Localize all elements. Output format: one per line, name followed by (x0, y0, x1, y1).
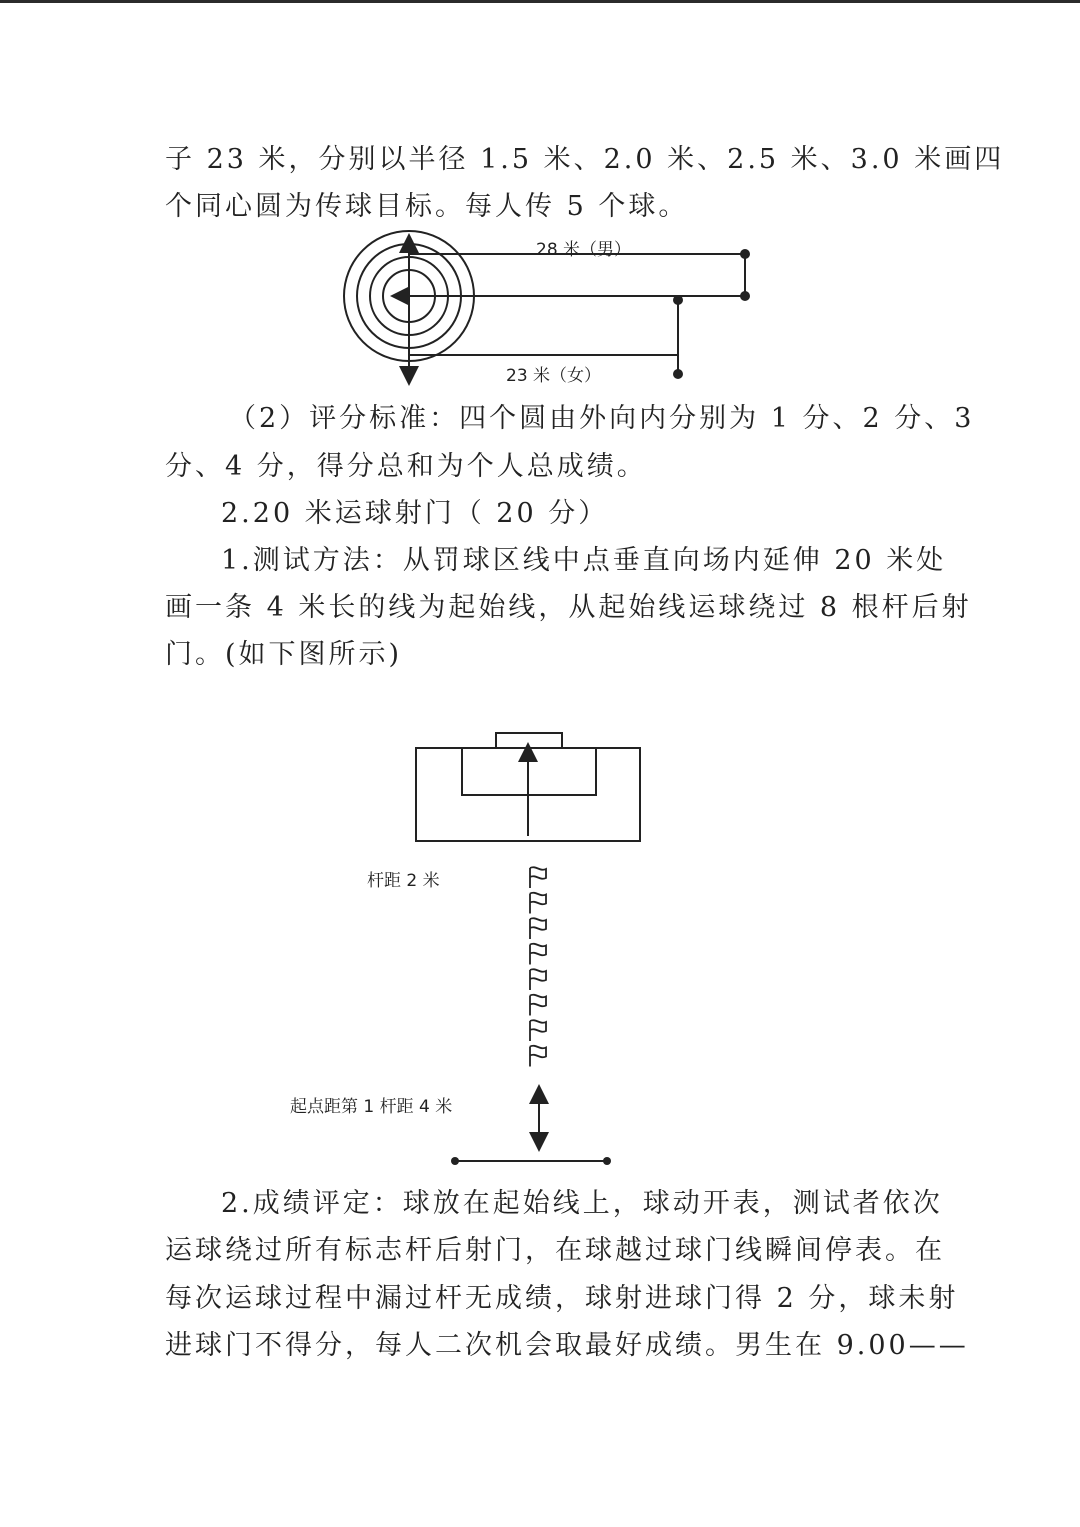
flag-pole (530, 995, 546, 1016)
section-heading: 2.20 米运球射门（ 20 分） (221, 498, 609, 529)
paragraph-line: 运球绕过所有标志杆后射门，在球越过球门线瞬间停表。在 (165, 1235, 945, 1266)
paragraph-line: 门。(如下图所示) (165, 639, 403, 670)
flag-pole (530, 1020, 546, 1041)
pole-spacing-label: 杆距 2 米 (367, 871, 440, 891)
flag-pole (530, 893, 546, 914)
flag-pole (530, 944, 546, 965)
flag-pole (530, 867, 546, 888)
paragraph-line: 个同心圆为传球目标。每人传 5 个球。 (165, 191, 689, 222)
paragraph-line: 子 23 米，分别以半径 1.5 米、2.0 米、2.5 米、3.0 米画四 (165, 144, 1005, 175)
paragraph-line: 每次运球过程中漏过杆无成绩，球射进球门得 2 分，球未射 (165, 1283, 959, 1314)
flag-pole (530, 1046, 546, 1067)
paragraph-line: 2.成绩评定：球放在起始线上，球动开表，测试者依次 (221, 1188, 943, 1219)
flag-pole (530, 969, 546, 990)
start-distance-label: 起点距第 1 杆距 4 米 (290, 1097, 453, 1117)
female-distance-label: 23 米（女） (506, 366, 602, 386)
paragraph-line: 进球门不得分，每人二次机会取最好成绩。男生在 9.00—— (165, 1330, 969, 1361)
flag-pole (530, 918, 546, 939)
goal (496, 733, 562, 748)
paragraph-line: （2）评分标准：四个圆由外向内分别为 1 分、2 分、3 (229, 403, 975, 434)
paragraph-line: 分、4 分，得分总和为个人总成绩。 (165, 451, 647, 482)
paragraph-line: 画一条 4 米长的线为起始线，从起始线运球绕过 8 根杆后射 (165, 592, 972, 623)
paragraph-line: 1.测试方法：从罚球区线中点垂直向场内延伸 20 米处 (221, 545, 947, 576)
male-distance-label: 28 米（男） (536, 240, 632, 260)
